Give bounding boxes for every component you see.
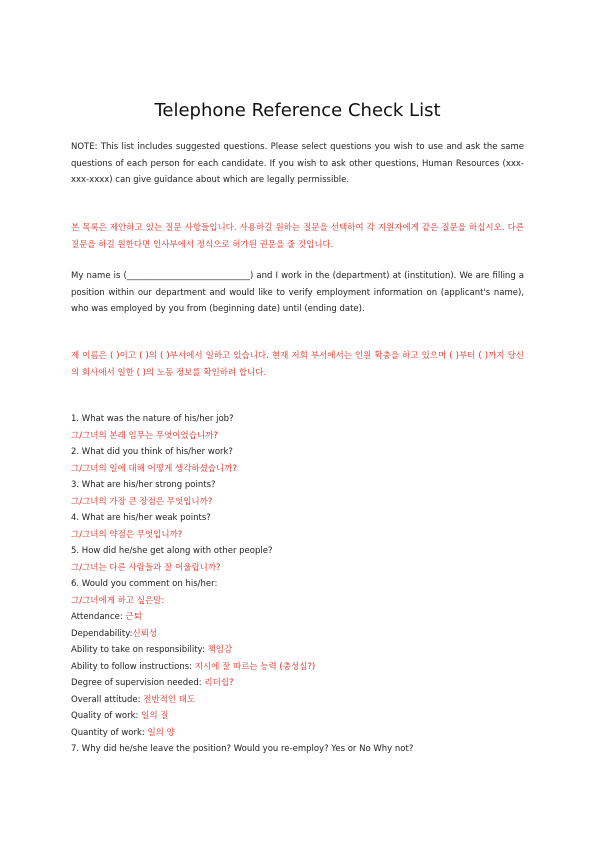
question-3-ko: 그/그녀의 가장 큰 장점은 무엇입니까? bbox=[71, 496, 213, 507]
attribute-label: Ability to take on responsibility: bbox=[71, 645, 208, 655]
attribute-label: Ability to follow instructions: bbox=[71, 661, 195, 672]
question-6-en: 6. Would you comment on his/her: bbox=[71, 579, 218, 589]
attribute-korean: 책임감 bbox=[207, 645, 233, 655]
attribute-korean: 리더쉽? bbox=[204, 678, 234, 688]
note-english: NOTE: This list includes suggested questions. Please select questions you wish to use and ask the same questions of each person for each candidate. If you wish to ask other questions, Human Resources (xxx-xxx-xxxx) can give guidance about which are legally permissible. bbox=[71, 142, 524, 185]
intro-english: My name is (_____________________________) and I work in the (department) at (institution). We are filling a position within our department and would like to verify employment information on (applicant's name), who was employed by you from (beginning date) until (ending date). bbox=[71, 271, 524, 314]
question-4-ko: 그/그녀의 약점은 무엇입니까? bbox=[71, 529, 183, 540]
note-korean: 본 목록은 제안하고 있는 질문 사항들입니다. 사용하길 원하는 질문을 선택하여 각 지원자에게 같은 질문을 하십시오. 다른 질문을 하길 원한다면 인사부에서 정식으로 허가된 권문을 줄 것입니다. bbox=[71, 223, 524, 250]
question-7-en: 7. Why did he/she leave the position? Would you re-employ? Yes or No Why not? bbox=[71, 744, 414, 754]
attribute-attitude bbox=[71, 692, 524, 709]
attribute-korean: 일의 양 bbox=[147, 727, 175, 738]
attribute-instructions bbox=[71, 659, 524, 676]
attribute-supervision bbox=[71, 675, 524, 692]
attribute-label: Degree of supervision needed: bbox=[71, 678, 205, 688]
attribute-label: Overall attitude: bbox=[71, 694, 144, 705]
attribute-responsibility bbox=[71, 642, 524, 659]
attribute-attendance bbox=[71, 609, 524, 626]
attribute-label: Dependability: bbox=[71, 628, 133, 639]
question-4-en: 4. What are his/her weak points? bbox=[71, 513, 211, 523]
document-title: Telephone Reference Check List bbox=[154, 100, 441, 121]
attribute-label: Quantity of work: bbox=[71, 727, 148, 738]
attribute-dependability bbox=[71, 626, 524, 643]
attribute-label: Quality of work: bbox=[71, 711, 142, 721]
attribute-quality bbox=[71, 708, 524, 725]
question-5-ko: 그/그녀는 다른 사람들과 잘 어울립니까? bbox=[71, 562, 221, 573]
attribute-korean: 지시에 잘 따르는 능력 (충성심?) bbox=[194, 661, 316, 672]
question-1-en: 1. What was the nature of his/her job? bbox=[71, 414, 234, 424]
intro-korean: 제 이름은 ( )이고 ( )의 ( )부서에서 일하고 있습니다. 현재 저희 부서에서는 인원 확충을 하고 있으며 ( )부터 ( )까지 당신의 회사에서 일한 ( )의 노동 정보를 확인하려 합니다. bbox=[71, 351, 524, 378]
question-3-en: 3. What are his/her strong points? bbox=[71, 480, 216, 490]
attribute-korean: 근퇴 bbox=[125, 612, 142, 622]
attribute-quantity bbox=[71, 725, 524, 742]
attribute-label: Attendance: bbox=[71, 612, 126, 622]
attribute-korean: 신뢰성 bbox=[132, 628, 158, 639]
question-1-ko: 그/그녀의 본래 임무는 무엇이었습니까? bbox=[71, 430, 218, 441]
question-2-ko: 그/그녀의 일에 대해 어떻게 생각하셨습니까? bbox=[71, 463, 237, 474]
question-2-en: 2. What did you think of his/her work? bbox=[71, 447, 233, 457]
attribute-korean: 전반적인 태도 bbox=[143, 694, 196, 705]
question-list bbox=[71, 411, 524, 758]
attribute-korean: 일의 질 bbox=[141, 711, 169, 721]
question-6-ko: 그/그녀에게 하고 싶은말: bbox=[71, 595, 165, 606]
question-5-en: 5. How did he/she get along with other people? bbox=[71, 546, 273, 556]
